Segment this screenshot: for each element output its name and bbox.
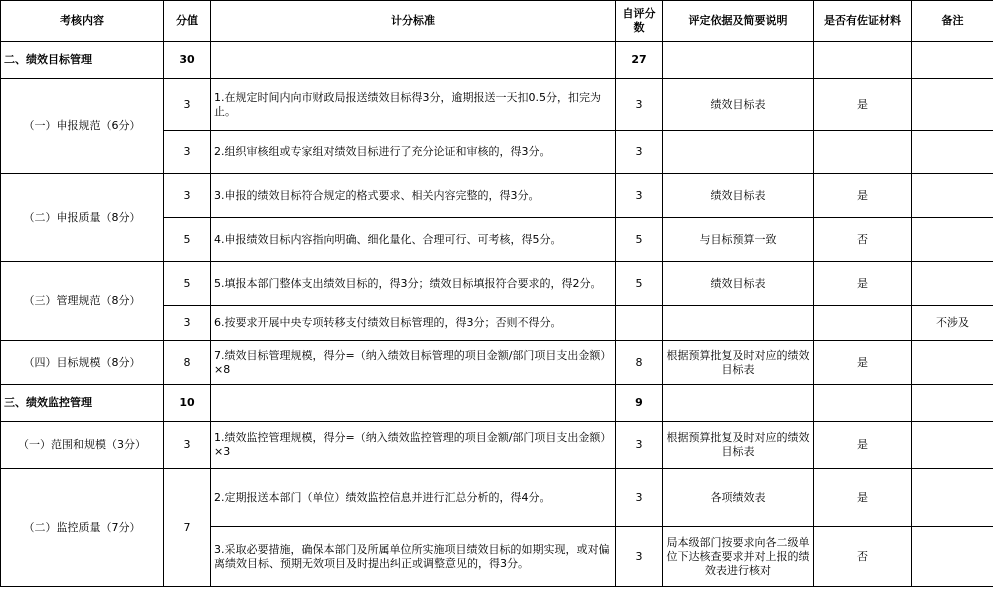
row-standard: 1.绩效监控管理规模，得分=（纳入绩效监控管理的项目金额/部门项目支出金额）×3	[211, 422, 616, 469]
table-row	[1, 79, 993, 131]
header-self-score: 自评分数	[616, 1, 663, 42]
row-evidence	[814, 131, 912, 174]
row-standard: 2.定期报送本部门（单位）绩效监控信息并进行汇总分析的，得4分。	[211, 469, 616, 527]
row-basis	[663, 131, 814, 174]
row-score: 5	[164, 218, 211, 262]
row-standard: 2.组织审核组或专家组对绩效目标进行了充分论证和审核的，得3分。	[211, 131, 616, 174]
row-evidence: 是	[814, 262, 912, 306]
row-evidence: 是	[814, 341, 912, 385]
header-score: 分值	[164, 1, 211, 42]
row-standard: 1.在规定时间内向市财政局报送绩效目标得3分，逾期报送一天扣0.5分，扣完为止。	[211, 79, 616, 131]
header-row	[1, 1, 993, 42]
row-evidence: 否	[814, 218, 912, 262]
table-row	[1, 262, 993, 306]
row-evidence: 否	[814, 527, 912, 587]
row-score: 8	[164, 341, 211, 385]
row-basis: 根据预算批复及时对应的绩效目标表	[663, 422, 814, 469]
row-standard: 6.按要求开展中央专项转移支付绩效目标管理的，得3分；否则不得分。	[211, 306, 616, 341]
row-self-score: 5	[616, 262, 663, 306]
row-remark	[912, 469, 993, 527]
group-label: （二）监控质量（7分）	[1, 469, 164, 587]
section-title: 二、绩效目标管理	[1, 42, 164, 79]
row-score: 3	[164, 422, 211, 469]
group-label: （四）目标规模（8分）	[1, 341, 164, 385]
row-score: 3	[164, 131, 211, 174]
row-evidence: 是	[814, 469, 912, 527]
row-basis: 绩效目标表	[663, 174, 814, 218]
section-title: 三、绩效监控管理	[1, 385, 164, 422]
table-row	[1, 174, 993, 218]
row-basis: 绩效目标表	[663, 262, 814, 306]
row-evidence: 是	[814, 174, 912, 218]
row-basis: 与目标预算一致	[663, 218, 814, 262]
row-evidence: 是	[814, 422, 912, 469]
section-self-score: 27	[616, 42, 663, 79]
row-standard: 7.绩效目标管理规模，得分=（纳入绩效目标管理的项目金额/部门项目支出金额）×8	[211, 341, 616, 385]
row-score: 3	[164, 306, 211, 341]
row-self-score: 3	[616, 527, 663, 587]
row-standard: 3.采取必要措施，确保本部门及所属单位所实施项目绩效目标的如期实现，或对偏离绩效目标、预期无效项目及时提出纠正或调整意见的，得3分。	[211, 527, 616, 587]
row-basis	[663, 306, 814, 341]
group-score: 7	[164, 469, 211, 587]
row-self-score: 5	[616, 218, 663, 262]
row-self-score: 3	[616, 174, 663, 218]
section-remark	[912, 42, 993, 79]
section-basis	[663, 385, 814, 422]
section-evidence	[814, 385, 912, 422]
header-evidence: 是否有佐证材料	[814, 1, 912, 42]
header-scoring-standard: 计分标准	[211, 1, 616, 42]
row-score: 3	[164, 79, 211, 131]
table-row	[1, 422, 993, 469]
row-remark	[912, 262, 993, 306]
group-label: （一）申报规范（6分）	[1, 79, 164, 174]
row-remark	[912, 79, 993, 131]
row-remark	[912, 422, 993, 469]
section-row	[1, 385, 993, 422]
section-standard	[211, 42, 616, 79]
row-standard: 3.申报的绩效目标符合规定的格式要求、相关内容完整的，得3分。	[211, 174, 616, 218]
table-row	[1, 341, 993, 385]
row-standard: 4.申报绩效目标内容指向明确、细化量化、合理可行、可考核，得5分。	[211, 218, 616, 262]
row-score: 3	[164, 174, 211, 218]
row-remark	[912, 131, 993, 174]
header-basis: 评定依据及简要说明	[663, 1, 814, 42]
group-label: （一）范围和规模（3分）	[1, 422, 164, 469]
row-self-score: 3	[616, 131, 663, 174]
row-standard: 5.填报本部门整体支出绩效目标的，得3分；绩效目标填报符合要求的，得2分。	[211, 262, 616, 306]
row-basis: 局本级部门按要求向各二级单位下达核查要求并对上报的绩效表进行核对	[663, 527, 814, 587]
section-self-score: 9	[616, 385, 663, 422]
row-remark	[912, 218, 993, 262]
section-score: 30	[164, 42, 211, 79]
row-self-score: 3	[616, 79, 663, 131]
section-score: 10	[164, 385, 211, 422]
row-remark	[912, 527, 993, 587]
section-row	[1, 42, 993, 79]
row-evidence: 是	[814, 79, 912, 131]
row-evidence	[814, 306, 912, 341]
section-remark	[912, 385, 993, 422]
row-remark: 不涉及	[912, 306, 993, 341]
row-self-score	[616, 306, 663, 341]
section-evidence	[814, 42, 912, 79]
table-row	[1, 469, 993, 527]
row-self-score: 3	[616, 469, 663, 527]
group-label: （二）申报质量（8分）	[1, 174, 164, 262]
row-basis: 绩效目标表	[663, 79, 814, 131]
section-standard	[211, 385, 616, 422]
row-score: 5	[164, 262, 211, 306]
section-basis	[663, 42, 814, 79]
row-remark	[912, 174, 993, 218]
row-self-score: 8	[616, 341, 663, 385]
header-remark: 备注	[912, 1, 993, 42]
header-assessment-content: 考核内容	[1, 1, 164, 42]
row-basis: 根据预算批复及时对应的绩效目标表	[663, 341, 814, 385]
row-remark	[912, 341, 993, 385]
row-basis: 各项绩效表	[663, 469, 814, 527]
row-self-score: 3	[616, 422, 663, 469]
group-label: （三）管理规范（8分）	[1, 262, 164, 341]
